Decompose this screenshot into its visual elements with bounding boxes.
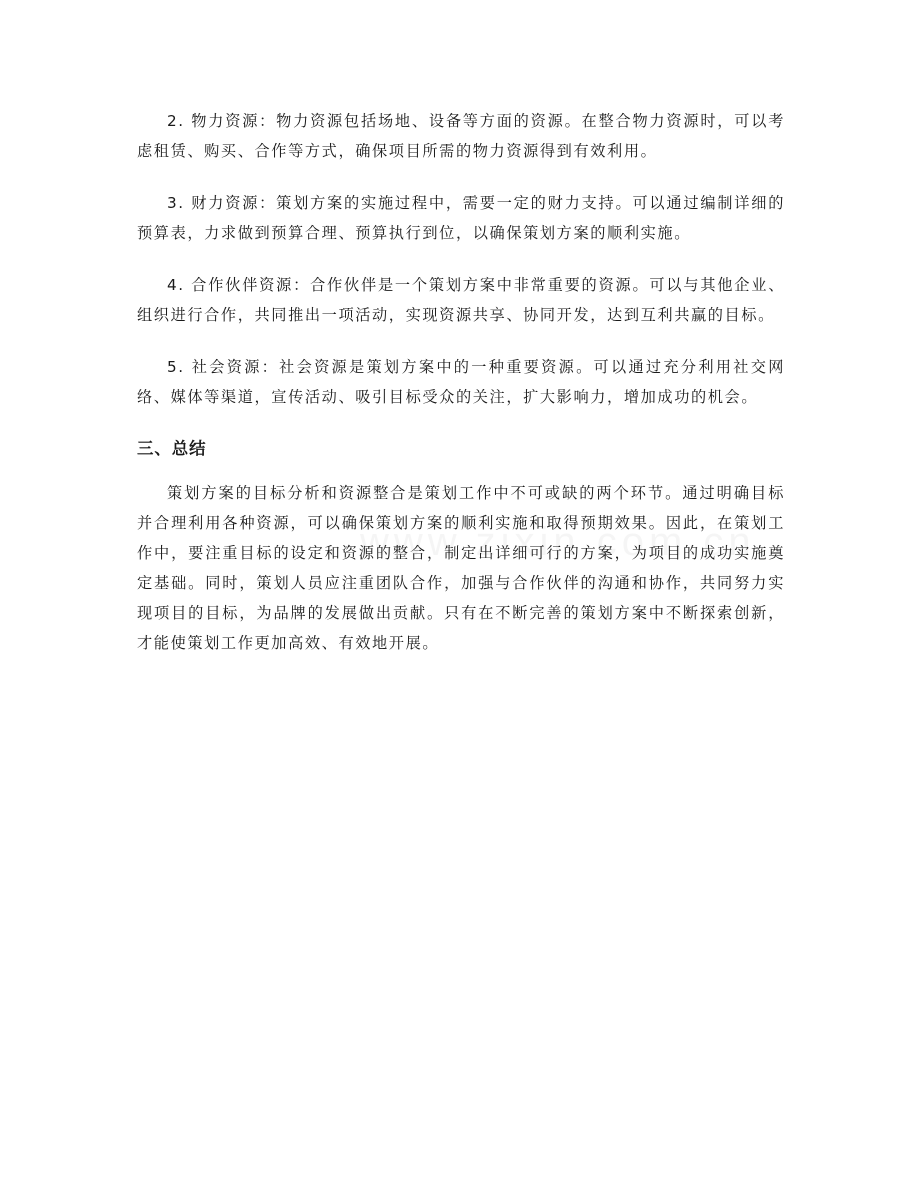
section-heading-summary: 三、总结 bbox=[137, 439, 207, 458]
paragraph-financial-resources: 3. 财力资源：策划方案的实施过程中，需要一定的财力支持。可以通过编制详细的预算表，力求做到预算合理、预算执行到位，以确保策划方案的顺利实施。 bbox=[137, 194, 785, 242]
paragraph-partner-resources: 4. 合作伙伴资源：合作伙伴是一个策划方案中非常重要的资源。可以与其他企业、组织进行合作，共同推出一项活动，实现资源共享、协同开发，达到互利共赢的目标。 bbox=[137, 276, 785, 324]
paragraph-summary: 策划方案的目标分析和资源整合是策划工作中不可或缺的两个环节。通过明确目标并合理利用各种资源，可以确保策划方案的顺利实施和取得预期效果。因此，在策划工作中，要注重目标的设定和资源的整合，制定出详细可行的方案，为项目的成功实施奠定基础。同时，策划人员应注重团队合作，加强与合作伙伴的沟通和协作，共同努力实现项目的目标，为品牌的发展做出贡献。只有在不断完善的策划方案中不断探索创新，才能使策划工作更加高效、有效地开展。 bbox=[137, 484, 785, 652]
paragraph-social-resources: 5. 社会资源：社会资源是策划方案中的一种重要资源。可以通过充分利用社交网络、媒体等渠道，宣传活动、吸引目标受众的关注，扩大影响力，增加成功的机会。 bbox=[137, 358, 785, 406]
paragraph-material-resources: 2. 物力资源：物力资源包括场地、设备等方面的资源。在整合物力资源时，可以考虑租赁、购买、合作等方式，确保项目所需的物力资源得到有效利用。 bbox=[137, 112, 785, 160]
document-body bbox=[137, 106, 785, 680]
